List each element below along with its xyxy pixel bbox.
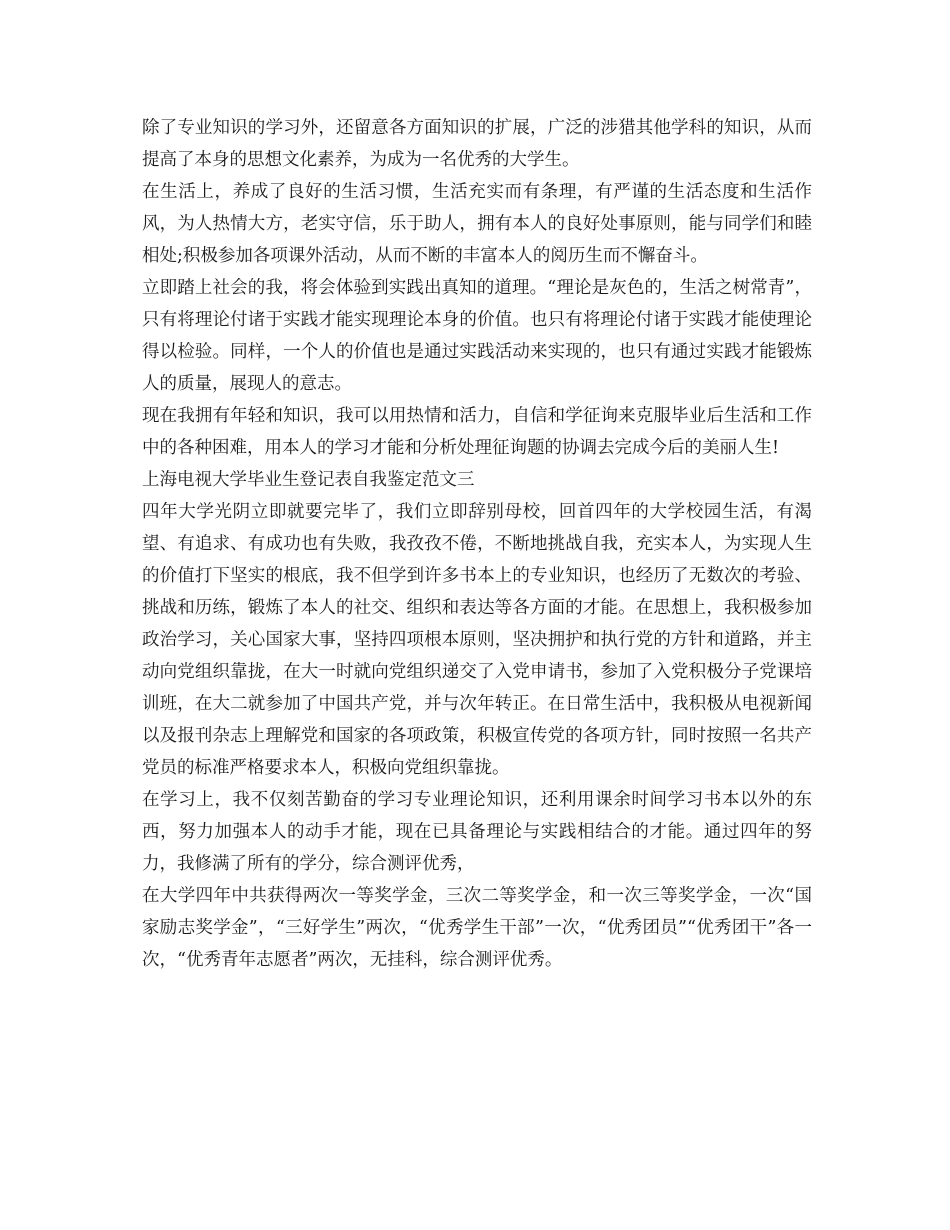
document-body — [142, 112, 812, 976]
paragraph-awards: 在大学四年中共获得两次一等奖学金，三次二等奖学金，和一次三等奖学金，一次“国家励志奖学金”，“三好学生”两次，“优秀学生干部”一次，“优秀团员”“优秀团干”各一次，“优秀青年志愿者”两次，无挂科，综合测评优秀。 — [142, 886, 812, 970]
paragraph-future: 现在我拥有年轻和知识，我可以用热情和活力，自信和学征询来克服毕业后生活和工作中的各种困难，用本人的学习才能和分析处理征询题的协调去完成今后的美丽人生! — [142, 406, 812, 458]
paragraph-practice: 立即踏上社会的我，将会体验到实践出真知的道理。“理论是灰色的，生活之树常青”，只有将理论付诸于实践才能实现理论本身的价值。也只有将理论付诸于实践才能使理论得以检验。同样，一个人的价值也是通过实践活动来实现的，也只有通过实践才能锻炼人的质量，展现人的意志。 — [142, 278, 812, 394]
paragraph-knowledge: 除了专业知识的学习外，还留意各方面知识的扩展，广泛的涉猎其他学科的知识，从而提高了本身的思想文化素养，为成为一名优秀的大学生。 — [142, 118, 812, 170]
paragraph-life: 在生活上，养成了良好的生活习惯，生活充实而有条理，有严谨的生活态度和生活作风，为人热情大方，老实守信，乐于助人，拥有本人的良好处事原则，能与同学们和睦相处;积极参加各项课外活动，从而不断的丰富本人的阅历生而不懈奋斗。 — [142, 182, 812, 266]
section-heading: 上海电视大学毕业生登记表自我鉴定范文三 — [142, 470, 475, 490]
paragraph-four-years: 四年大学光阴立即就要完毕了，我们立即辞别母校，回首四年的大学校园生活，有渴望、有追求、有成功也有失败，我孜孜不倦，不断地挑战自我，充实本人，为实现人生的价值打下坚实的根底，我不但学到许多书本上的专业知识，也经历了无数次的考验、挑战和历练，锻炼了本人的社交、组织和表达等各方面的才能。在思想上，我积极参加政治学习，关心国家大事，坚持四项根本原则，坚决拥护和执行党的方针和道路，并主动向党组织靠拢，在大一时就向党组织递交了入党申请书，参加了入党积极分子党课培训班，在大二就参加了中国共产党，并与次年转正。在日常生活中，我积极从电视新闻以及报刊杂志上理解党和国家的各项政策，积极宣传党的各项方针，同时按照一名共产党员的标准严格要求本人，积极向党组织靠拢。 — [142, 502, 812, 778]
paragraph-study: 在学习上，我不仅刻苦勤奋的学习专业理论知识，还利用课余时间学习书本以外的东西，努力加强本人的动手才能，现在已具备理论与实践相结合的才能。通过四年的努力，我修满了所有的学分，综合测评优秀， — [142, 790, 812, 874]
